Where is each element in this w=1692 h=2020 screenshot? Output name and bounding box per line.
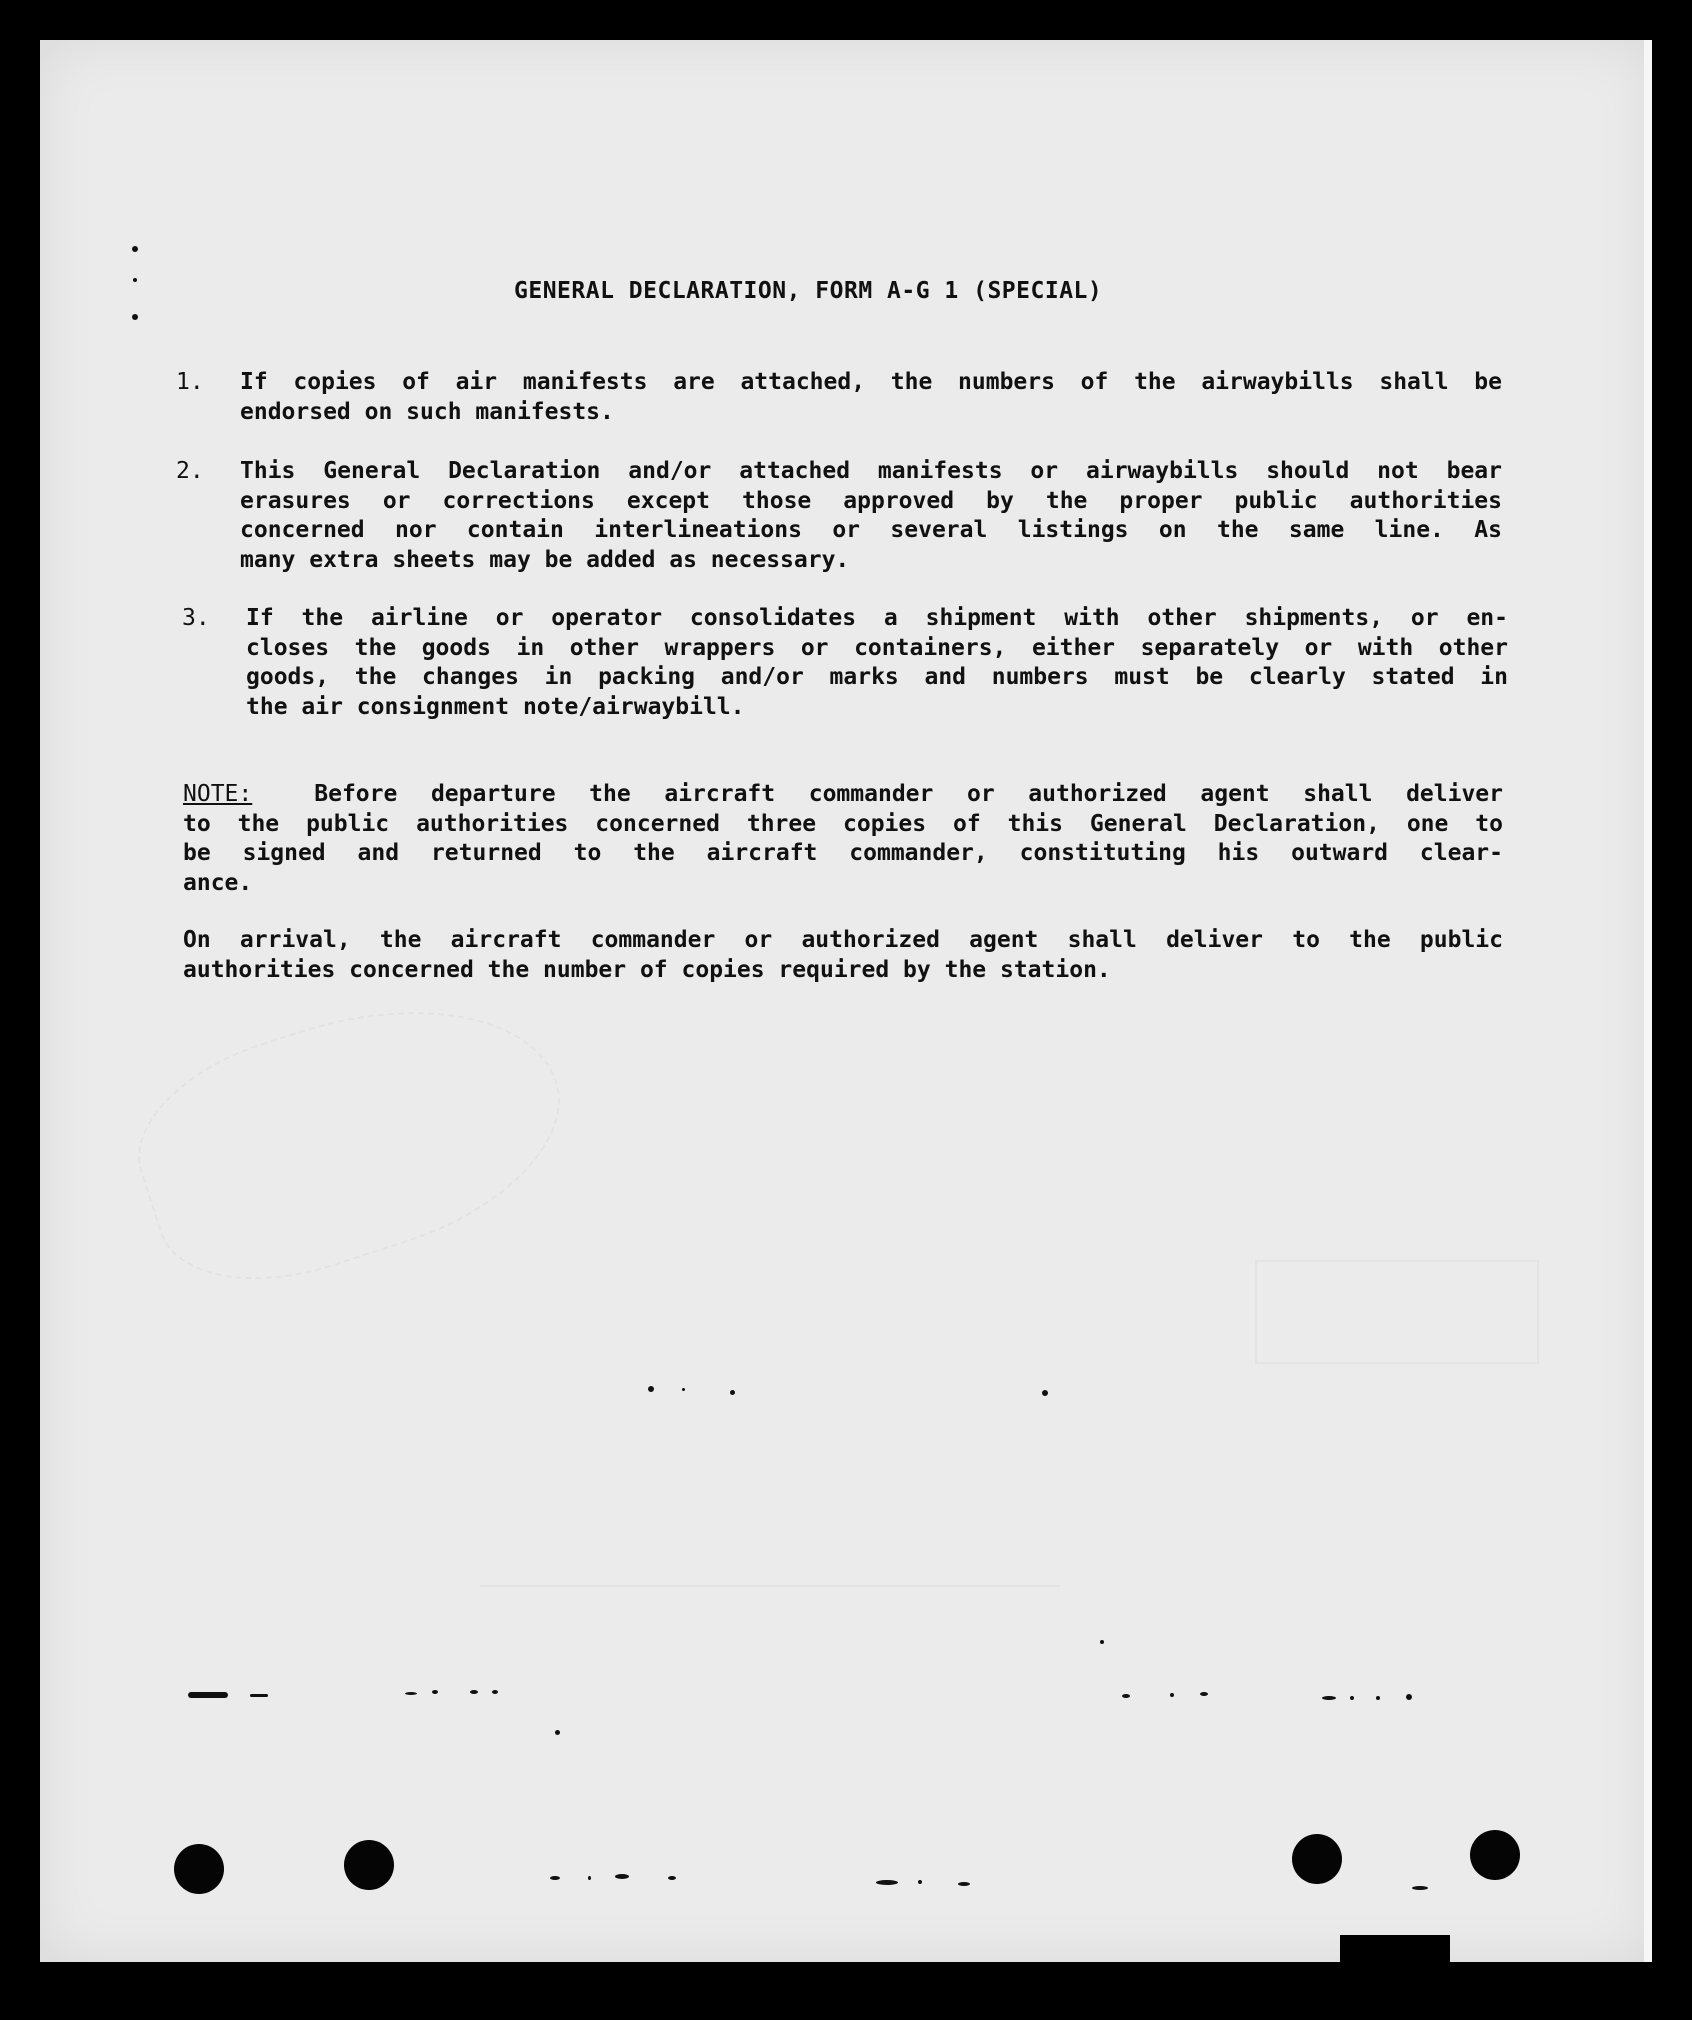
item-line: closes the goods in other wrappers or containers, either separately or with other (246, 634, 1508, 661)
speck (432, 1690, 438, 1694)
speck (668, 1876, 676, 1880)
item-text (240, 368, 1502, 427)
speck (730, 1390, 735, 1395)
item-number: 3. (182, 605, 210, 631)
speck (1122, 1694, 1130, 1698)
declaration-item-1 (176, 368, 1506, 428)
note-first-text: Before departure the aircraft commander or authorized agent shall deliver (314, 781, 1503, 807)
speck (1200, 1692, 1208, 1696)
item-line: goods, the changes in packing and/or marks and numbers must be clearly stated in (246, 664, 1508, 690)
punch-hole (1470, 1830, 1520, 1880)
document-title: GENERAL DECLARATION, FORM A-G 1 (SPECIAL) (514, 278, 1103, 304)
item-line: erasures or corrections except those approved by the proper public authorities (240, 487, 1502, 514)
speck (492, 1690, 498, 1694)
note-line: to the public authorities concerned three copies of this General Declaration, one to (183, 810, 1503, 837)
speck (1100, 1640, 1104, 1644)
speck (550, 1876, 560, 1880)
speck (555, 1730, 560, 1735)
speck (682, 1388, 685, 1391)
note-line: be signed and returned to the aircraft commander, constituting his outward clear- (183, 840, 1503, 866)
declaration-item-2 (176, 457, 1506, 577)
note-label: NOTE: (183, 781, 253, 807)
item-line: many extra sheets may be added as necessary. (240, 546, 850, 573)
note-first-line (183, 780, 1503, 810)
item-text (246, 604, 1508, 722)
item-line: the air consignment note/airwaybill. (246, 693, 745, 720)
item-line: This General Declaration and/or attached manifests or airwaybills should not bear (240, 458, 1502, 484)
speck (1042, 1390, 1048, 1396)
speck (588, 1876, 591, 1880)
page-edge (1644, 40, 1652, 1962)
speck (648, 1386, 654, 1392)
item-line: If copies of air manifests are attached, the numbers of the airwaybills shall be (240, 369, 1502, 395)
edge-dot (133, 278, 137, 282)
item-text (240, 457, 1502, 575)
document-page (40, 40, 1652, 1962)
speck (958, 1882, 970, 1886)
edge-dot (132, 314, 138, 320)
speck (188, 1692, 228, 1698)
bleed-through-stamp (480, 1585, 1060, 1637)
speck (1322, 1696, 1336, 1700)
item-line: If the airline or operator consolidates a shipment with other shipments, or en- (246, 605, 1508, 631)
punch-hole (174, 1844, 224, 1894)
speck (405, 1692, 417, 1695)
speck (1412, 1886, 1428, 1890)
item-number: 1. (176, 369, 204, 395)
arrival-paragraph (183, 926, 1503, 985)
speck (1376, 1696, 1380, 1700)
speck (876, 1880, 898, 1885)
speck (250, 1694, 268, 1697)
declaration-item-3 (182, 604, 1512, 724)
speck (470, 1690, 478, 1694)
item-number: 2. (176, 458, 204, 484)
torn-corner (1340, 1935, 1450, 1975)
edge-dot (132, 246, 138, 252)
note-paragraph (183, 780, 1503, 898)
punch-hole (344, 1840, 394, 1890)
item-line: concerned nor contain interlineations or several listings on the same line. As (240, 517, 1502, 543)
speck (1170, 1693, 1174, 1697)
speck (918, 1880, 922, 1884)
speck (1350, 1696, 1354, 1700)
bleed-through-box (1255, 1260, 1539, 1364)
arrival-line: On arrival, the aircraft commander or authorized agent shall deliver to the public (183, 927, 1503, 953)
speck (615, 1874, 629, 1879)
speck (1406, 1694, 1412, 1700)
arrival-line: authorities concerned the number of copies required by the station. (183, 956, 1111, 983)
punch-hole (1292, 1834, 1342, 1884)
note-line: ance. (183, 869, 253, 896)
item-line: endorsed on such manifests. (240, 398, 614, 425)
